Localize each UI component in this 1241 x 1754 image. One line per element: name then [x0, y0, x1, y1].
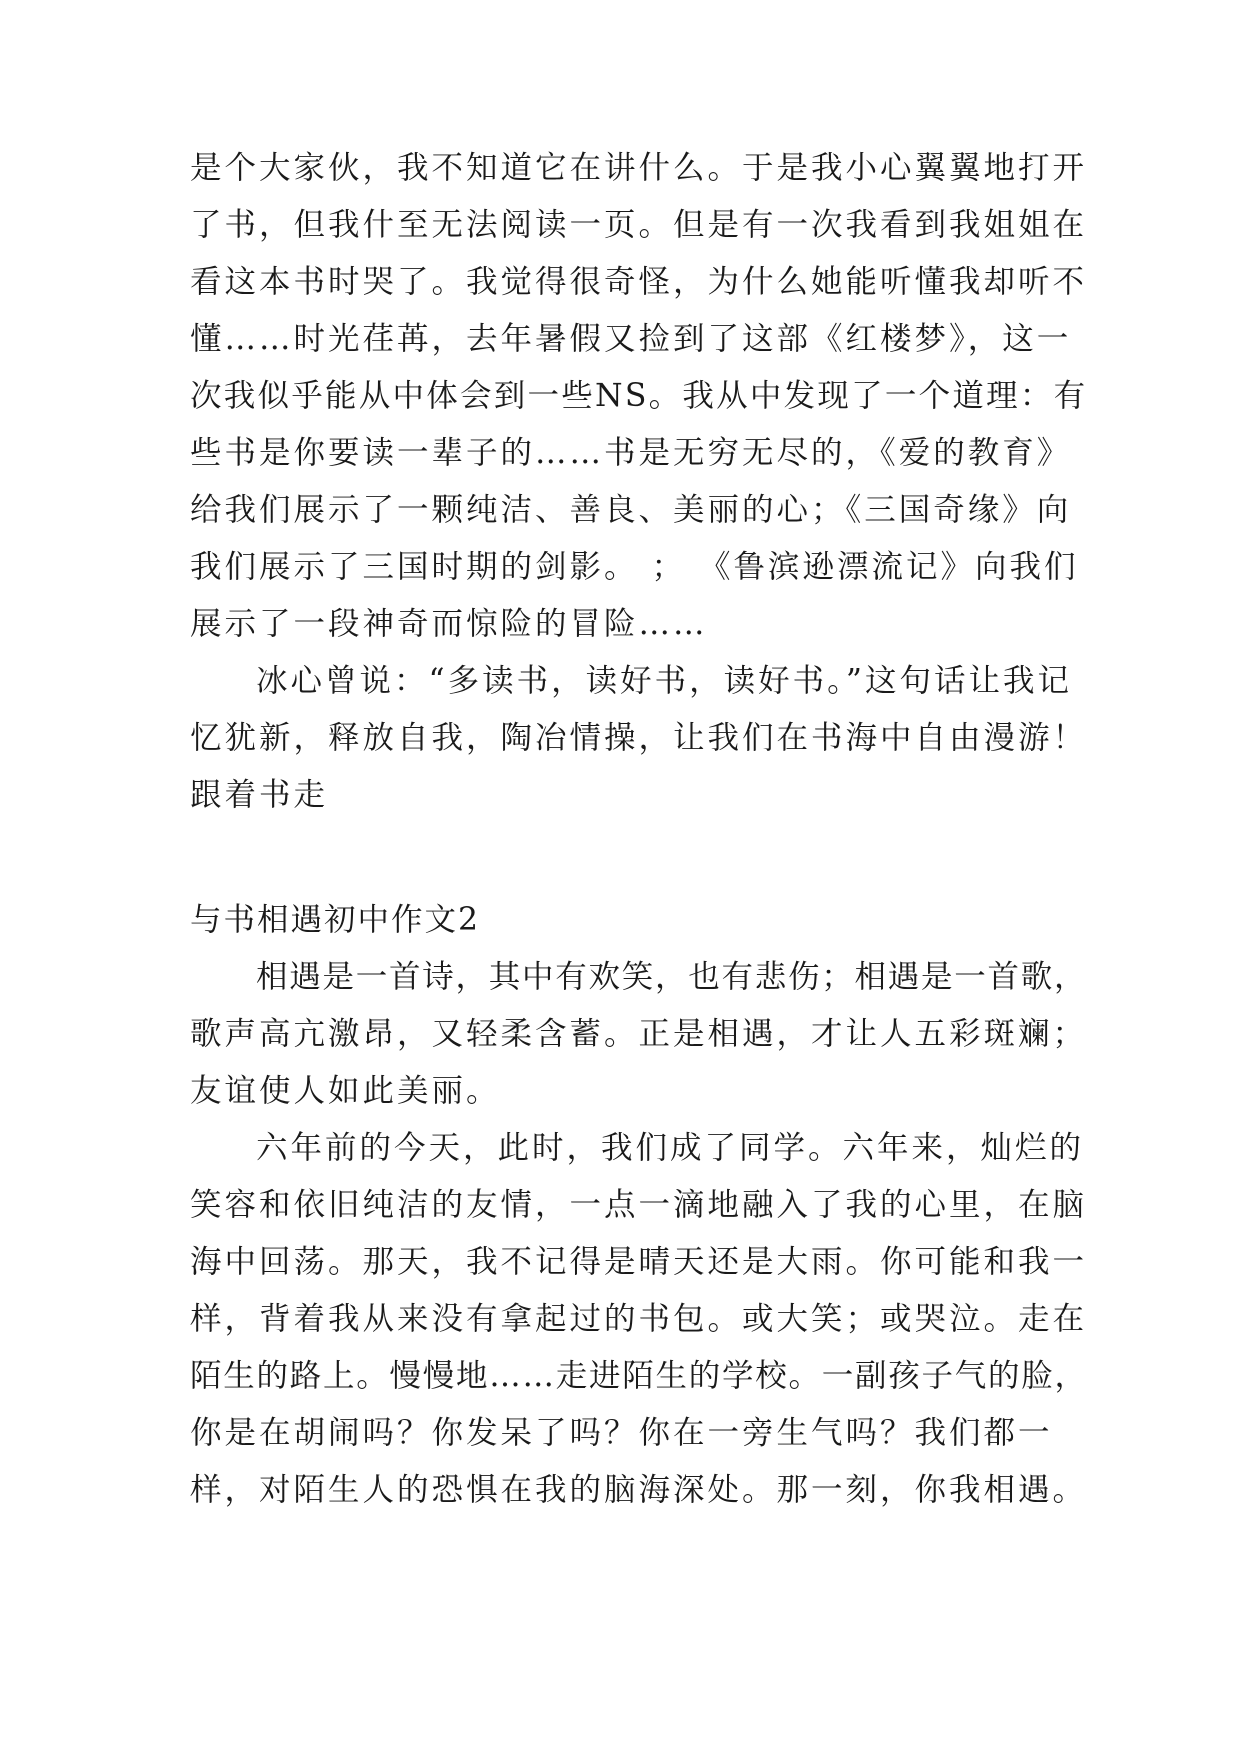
- paragraph-line: 些书是你要读一辈子的……书是无穷无尽的，《爱的教育》: [190, 435, 1072, 471]
- paragraph-line: 六年前的今天，此时，我们成了同学。六年来，灿烂的: [256, 1130, 1085, 1166]
- paragraph-line: 展示了一段神奇而惊险的冒险……: [190, 606, 708, 642]
- paragraph-line: 给我们展示了一颗纯洁、善良、美丽的心；《三国奇缘》向: [190, 492, 1072, 528]
- paragraph-line: 是个大家伙，我不知道它在讲什么。于是我小心翼翼地打开: [190, 150, 1088, 186]
- paragraph-line: 忆犹新，释放自我，陶冶情操，让我们在书海中自由漫游！: [190, 720, 1088, 756]
- paragraph-line: 样，对陌生人的恐惧在我的脑海深处。那一刻，你我相遇。: [190, 1472, 1088, 1508]
- paragraph-line: 我们展示了三国时期的剑影。 ； 《鲁滨逊漂流记》向我们: [190, 549, 1079, 585]
- paragraph-line: 懂……时光荏苒，去年暑假又捡到了这部《红楼梦》，这一: [190, 321, 1072, 357]
- paragraph-line: 次我似乎能从中体会到一些NS。我从中发现了一个道理：有: [190, 378, 1088, 414]
- paragraph-line: 笑容和依旧纯洁的友情，一点一滴地融入了我的心里，在脑: [190, 1187, 1088, 1223]
- paragraph-line: 相遇是一首诗，其中有欢笑，也有悲伤；相遇是一首歌，: [256, 959, 1088, 995]
- paragraph-line: 陌生的路上。慢慢地……走进陌生的学校。一副孩子气的脸，: [190, 1358, 1088, 1394]
- paragraph-line: 歌声高亢激昂，又轻柔含蓄。正是相遇，才让人五彩斑斓；: [190, 1016, 1088, 1052]
- paragraph-line: 海中回荡。那天，我不记得是晴天还是大雨。你可能和我一: [190, 1244, 1088, 1280]
- paragraph-line: 友谊使人如此美丽。: [190, 1073, 501, 1109]
- paragraph-line: 样，背着我从来没有拿起过的书包。或大笑；或哭泣。走在: [190, 1301, 1088, 1337]
- paragraph-line: 跟着书走: [190, 777, 329, 813]
- paragraph-line: 你是在胡闹吗？你发呆了吗？你在一旁生气吗？我们都一: [190, 1415, 1053, 1451]
- essay-heading: 与书相遇初中作文2: [190, 902, 481, 938]
- paragraph-line: 冰心曾说：“多读书，读好书，读好书。”这句话让我记: [256, 663, 1072, 699]
- paragraph-line: 看这本书时哭了。我觉得很奇怪，为什么她能听懂我却听不: [190, 264, 1088, 300]
- paragraph-line: 了书，但我什至无法阅读一页。但是有一次我看到我姐姐在: [190, 207, 1088, 243]
